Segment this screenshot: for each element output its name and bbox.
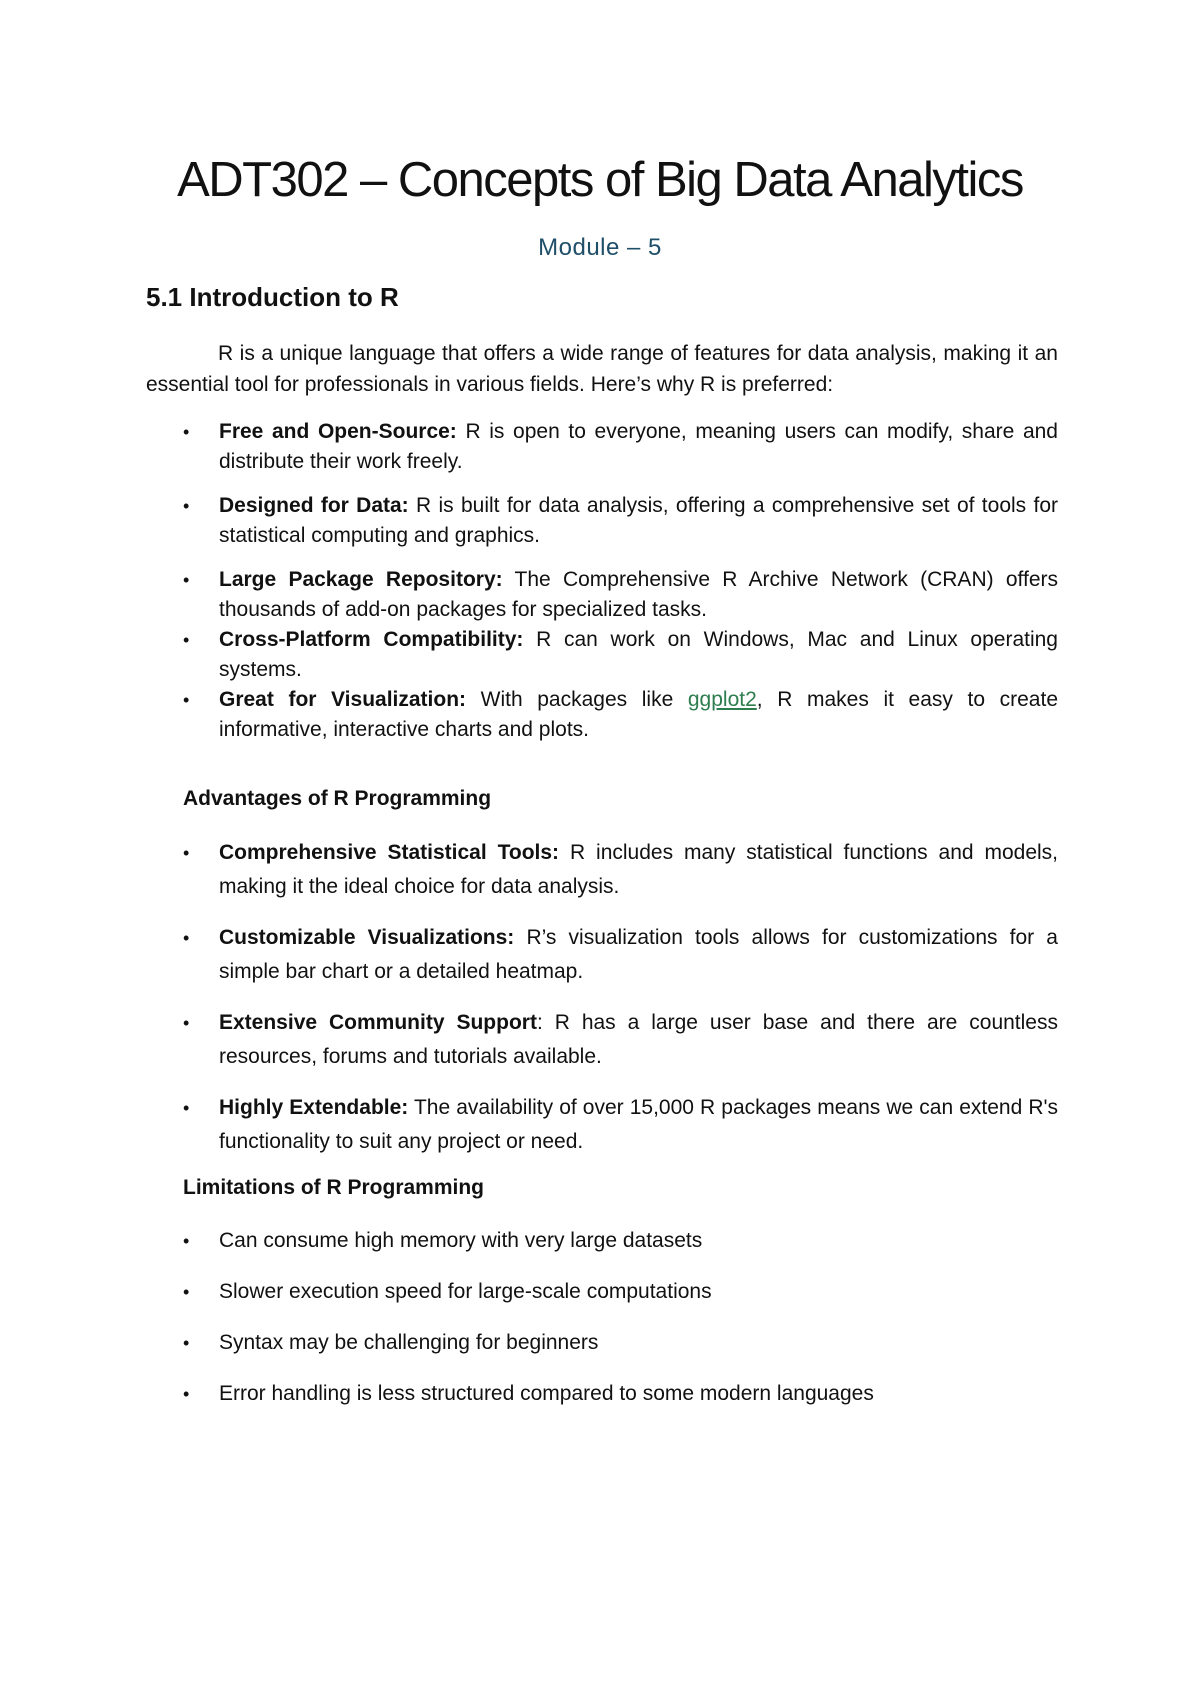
bullet-icon: • [183,496,190,516]
module-label: Module – 5 [538,234,662,261]
bullet-icon: • [183,690,190,710]
limitation-text: Error handling is less structured compared to some modern languages [219,1382,874,1405]
document-title: ADT302 – Concepts of Big Data Analytics [177,153,1023,207]
intro-paragraph: R is a unique language that offers a wide range of features for data analysis, making it an essential tool for professionals in various fields. Here’s why R is preferred: [146,342,1058,396]
feature-text: , R makes it easy to create informative, interactive charts and plots. [219,688,1058,741]
list-item [146,836,1058,904]
list-item [146,1277,1058,1307]
bullet-icon: • [183,1231,190,1251]
list-item [146,685,1058,745]
limitations-heading: Limitations of R Programming [183,1176,485,1199]
limitation-text: Can consume high memory with very large datasets [219,1229,703,1252]
list-item [146,565,1058,625]
bullet-icon: • [183,843,190,863]
section-title: 5.1 Introduction to R [146,282,399,312]
advantage-term: Extensive Community Support [219,1011,537,1034]
feature-text: R is built for data analysis, offering a comprehensive set of tools for statistical computing and graphics. [219,494,1058,547]
bullet-icon: • [183,1013,190,1033]
list-item [146,1226,1058,1256]
list-item [146,921,1058,989]
feature-term: Great for Visualization: [219,688,467,711]
bullet-icon: • [183,630,190,650]
list-item [146,1091,1058,1159]
bullet-icon: • [183,422,190,442]
feature-term: Designed for Data: [219,494,409,517]
advantage-text: : R has a large user base and there are countless resources, forums and tutorials available. [219,1011,1058,1068]
limitations-list [146,1226,1058,1409]
feature-text: With packages like [466,688,688,711]
bullet-icon: • [183,1333,190,1353]
ggplot2-link[interactable]: ggplot2 [687,688,757,711]
feature-term: Free and Open-Source: [219,420,457,443]
feature-term: Cross-Platform Compatibility: [219,628,524,651]
list-item [146,1328,1058,1358]
feature-term: Large Package Repository: [219,568,503,591]
features-list [146,417,1058,745]
limitation-text: Syntax may be challenging for beginners [219,1331,599,1354]
bullet-icon: • [183,1384,190,1404]
advantage-term: Customizable Visualizations: [219,926,515,949]
list-item [146,491,1058,551]
feature-text: The Comprehensive R Archive Network (CRAN) offers thousands of add-on packages for specialized tasks. [219,568,1059,621]
advantage-term: Highly Extendable: [219,1096,409,1119]
bullet-icon: • [183,1098,190,1118]
limitation-text: Slower execution speed for large-scale computations [219,1280,712,1303]
bullet-icon: • [183,1282,190,1302]
list-item [146,1379,1058,1409]
feature-text: R can work on Windows, Mac and Linux operating systems. [219,628,1058,681]
list-item [146,625,1058,685]
advantages-heading: Advantages of R Programming [183,787,492,810]
list-item [146,417,1058,477]
feature-text: R is open to everyone, meaning users can modify, share and distribute their work freely. [219,420,1058,473]
bullet-icon: • [183,928,190,948]
advantage-term: Comprehensive Statistical Tools: [219,841,560,864]
list-item [146,1006,1058,1074]
bullet-icon: • [183,570,190,590]
advantage-text: The availability of over 15,000 R packages means we can extend R's functionality to suit any project or need. [219,1096,1058,1153]
advantages-list [146,836,1058,1159]
advantage-text: R includes many statistical functions and models, making it the ideal choice for data analysis. [219,841,1058,898]
advantage-text: R’s visualization tools allows for customizations for a simple bar chart or a detailed heatmap. [219,926,1058,983]
